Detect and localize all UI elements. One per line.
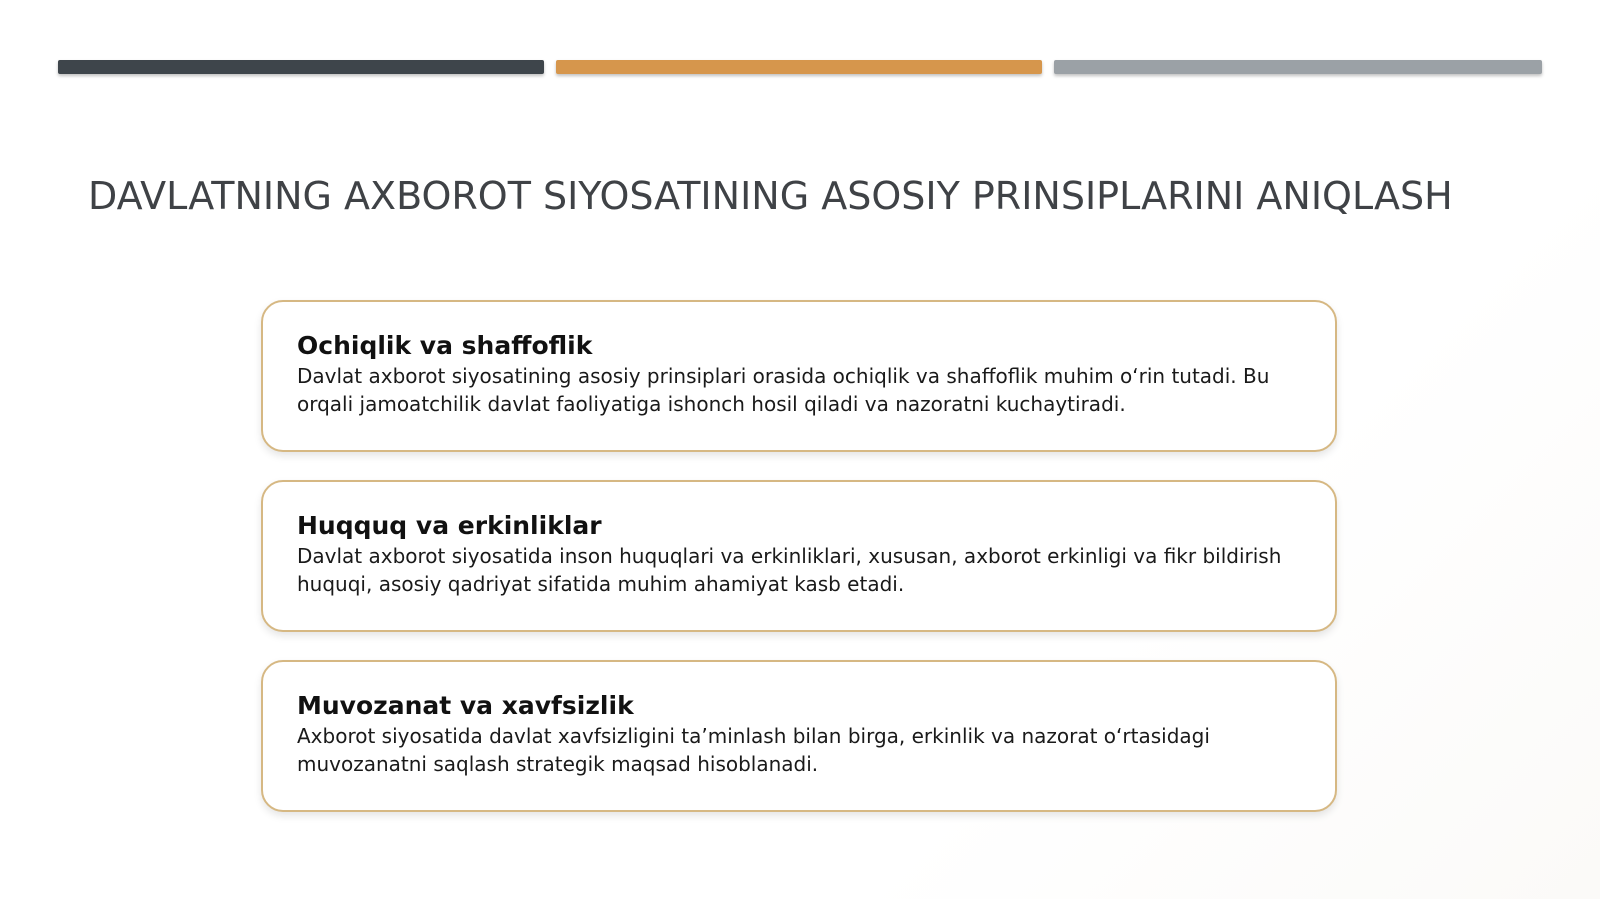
card-heading: Muvozanat va xavfsizlik	[297, 691, 634, 720]
card-body: Axborot siyosatida davlat xavfsizligini ta’minlash bilan birga, erkinlik va nazorat o‘rtasidagi muvozanatni saqlash strategik maqsad hisoblanadi.	[297, 724, 1210, 776]
principle-card-openness	[261, 300, 1337, 452]
principle-card-rights	[261, 480, 1337, 632]
decorative-bar-dark	[58, 60, 544, 74]
card-body: Davlat axborot siyosatida inson huquqlari va erkinliklari, xususan, axborot erkinligi va fikr bildirish huquqi, asosiy qadriyat sifatida muhim ahamiyat kasb etadi.	[297, 544, 1282, 596]
decorative-bar-gray	[1054, 60, 1542, 74]
decorative-bar-accent	[556, 60, 1042, 74]
card-body: Davlat axborot siyosatining asosiy prinsiplari orasida ochiqlik va shaffoflik muhim o‘rin tutadi. Bu orqali jamoatchilik davlat faoliyatiga ishonch hosil qiladi va nazoratni kuchaytiradi.	[297, 364, 1270, 416]
principle-card-balance	[261, 660, 1337, 812]
card-heading: Huqquq va erkinliklar	[297, 511, 602, 540]
slide-title: DAVLATNING AXBOROT SIYOSATINING ASOSIY PRINSIPLARINI ANIQLASH	[88, 174, 1453, 218]
card-heading: Ochiqlik va shaffoflik	[297, 331, 593, 360]
